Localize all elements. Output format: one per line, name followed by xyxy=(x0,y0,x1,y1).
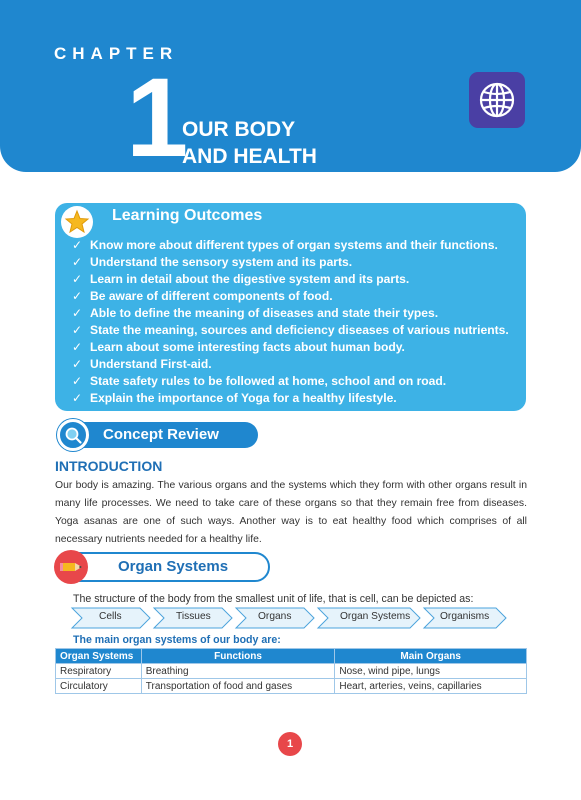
chapter-header xyxy=(0,0,581,180)
table-cell: Respiratory xyxy=(56,664,142,679)
table-row xyxy=(56,664,527,679)
list-item: ✓ State the meaning, sources and deficiency diseases of various nutrients. xyxy=(72,323,509,337)
table-header-row xyxy=(56,649,527,664)
chain-label-organs: Organs xyxy=(258,611,292,622)
table-cell: Nose, wind pipe, lungs xyxy=(335,664,527,679)
table-cell: Breathing xyxy=(141,664,335,679)
star-icon xyxy=(61,206,93,238)
pencil-icon xyxy=(54,550,88,584)
check-icon: ✓ xyxy=(72,272,83,286)
chapter-label: CHAPTER xyxy=(54,44,179,63)
header-organ-systems: Organ Systems xyxy=(56,649,142,664)
chain-label-cells: Cells xyxy=(99,611,122,622)
chain-label-organisms: Organisms xyxy=(440,611,490,622)
check-icon: ✓ xyxy=(72,374,83,388)
organ-systems-table xyxy=(55,648,527,694)
check-icon: ✓ xyxy=(72,323,83,337)
list-item: ✓ State safety rules to be followed at home, school and on road. xyxy=(72,374,447,388)
structure-text: The structure of the body from the smallest unit of life, that is cell, can be depicted as: xyxy=(73,593,474,605)
globe-icon[interactable] xyxy=(469,72,525,128)
table-cell: Circulatory xyxy=(56,679,142,694)
chapter-title-line1: OUR BODY xyxy=(182,118,296,141)
list-item: ✓ Explain the importance of Yoga for a healthy lifestyle. xyxy=(72,391,397,405)
organ-systems-title: Organ Systems xyxy=(118,558,229,575)
check-icon: ✓ xyxy=(72,340,83,354)
list-item: ✓ Be aware of different components of food. xyxy=(72,289,333,303)
learning-outcomes-title: Learning Outcomes xyxy=(112,207,263,224)
chain-label-tissues: Tissues xyxy=(176,611,211,622)
list-item: ✓ Learn in detail about the digestive system and its parts. xyxy=(72,272,410,286)
learning-outcomes-list xyxy=(72,237,522,407)
table-row xyxy=(56,679,527,694)
chain-label-organ-systems: Organ Systems xyxy=(340,611,411,622)
list-item: ✓ Know more about different types of organ systems and their functions. xyxy=(72,238,498,252)
check-icon: ✓ xyxy=(72,289,83,303)
chapter-title-line2: AND HEALTH xyxy=(182,145,317,168)
list-item: ✓ Understand First-aid. xyxy=(72,357,212,371)
table-cell: Transportation of food and gases xyxy=(141,679,335,694)
table-cell: Heart, arteries, veins, capillaries xyxy=(335,679,527,694)
check-icon: ✓ xyxy=(72,255,83,269)
introduction-heading: INTRODUCTION xyxy=(55,458,163,474)
chapter-number: 1 xyxy=(126,55,187,180)
header-main-organs: Main Organs xyxy=(335,649,527,664)
main-systems-heading: The main organ systems of our body are: xyxy=(73,634,281,646)
concept-review-title: Concept Review xyxy=(103,426,219,443)
check-icon: ✓ xyxy=(72,238,83,252)
list-item: ✓ Able to define the meaning of diseases and state their types. xyxy=(72,306,439,320)
magnifier-icon xyxy=(57,419,89,451)
check-icon: ✓ xyxy=(72,306,83,320)
list-item: ✓ Learn about some interesting facts about human body. xyxy=(72,340,405,354)
header-functions: Functions xyxy=(141,649,335,664)
chapter-title xyxy=(182,116,317,170)
check-icon: ✓ xyxy=(72,357,83,371)
page-number: 1 xyxy=(278,732,302,756)
check-icon: ✓ xyxy=(72,391,83,405)
globe-icon-graphic xyxy=(478,81,516,119)
list-item: ✓ Understand the sensory system and its parts. xyxy=(72,255,353,269)
introduction-text: Our body is amazing. The various organs and the systems which they form with other organs result in many life processes. We need to take care of these organs so that they remain free from diseases. Yoga asanas are one of such ways. Another way is to eat healthy food which comprises of all necessary nutrients needed for a healthy life. xyxy=(55,480,527,545)
